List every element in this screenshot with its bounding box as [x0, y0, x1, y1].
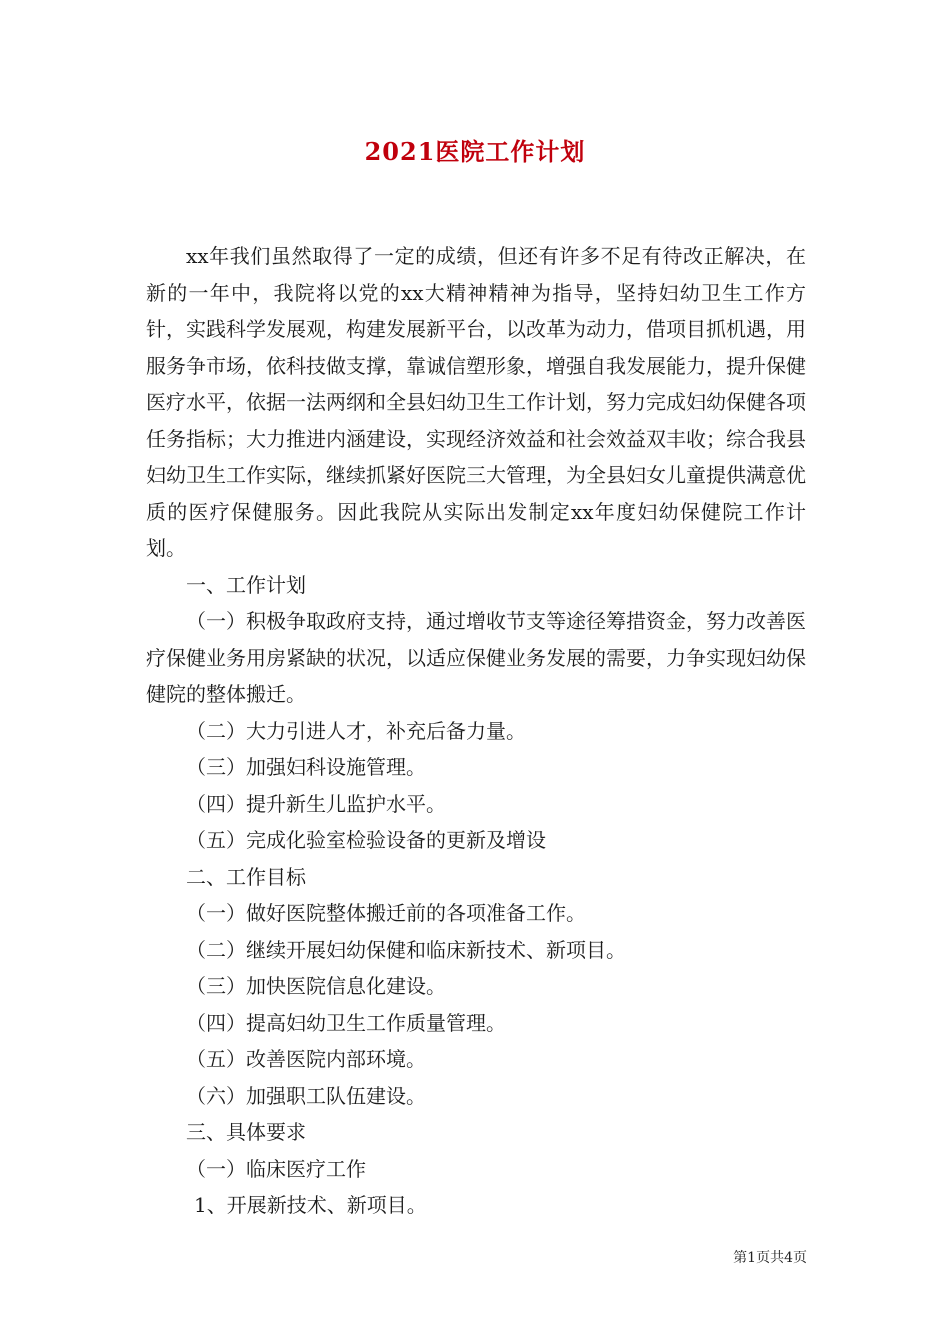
plan-item-4: （四）提升新生儿监护水平。: [186, 791, 446, 816]
page-number-footer: 第1页共4页: [733, 1250, 807, 1266]
plan-item-1: （一）积极争取政府支持，通过增收节支等途径筹措资金，努力改善医疗保健业务用房紧缺的状况，以适应保健业务发展的需要，力争实现妇幼保健院的整体搬迁。: [146, 609, 806, 706]
plan-item-5: （五）完成化验室检验设备的更新及增设: [186, 828, 546, 852]
requirement-subitem-1: 1、开展新技术、新项目。: [194, 1193, 427, 1217]
goal-item-4: （四）提高妇幼卫生工作质量管理。: [186, 1010, 506, 1035]
goal-item-6: （六）加强职工队伍建设。: [186, 1083, 426, 1108]
section-heading-work-plan: 一、工作计划: [186, 572, 306, 597]
requirement-item-1: （一）临床医疗工作: [186, 1156, 366, 1181]
goal-item-5: （五）改善医院内部环境。: [186, 1047, 426, 1071]
section-heading-work-goals: 二、工作目标: [186, 864, 306, 889]
document-body: [146, 238, 806, 1224]
goal-item-2: （二）继续开展妇幼保健和临床新技术、新项目。: [186, 937, 626, 962]
section-heading-requirements: 三、具体要求: [186, 1120, 306, 1144]
document-title: 2021医院工作计划: [364, 137, 586, 166]
intro-paragraph: xx年我们虽然取得了一定的成绩，但还有许多不足有待改正解决，在新的一年中，我院将以党的xx大精神精神为指导，坚持妇幼卫生工作方针，实践科学发展观，构建发展新平台，以改革为动力，借项目抓机遇，用服务争市场，依科技做支撑，靠诚信塑形象，增强自我发展能力，提升保健医疗水平，依据一法两纲和全县妇幼卫生工作计划，努力完成妇幼保健各项任务指标；大力推进内涵建设，实现经济效益和社会效益双丰收；综合我县妇幼卫生工作实际，继续抓紧好医院三大管理，为全县妇女儿童提供满意优质的医疗保健服务。因此我院从实际出发制定xx年度妇幼保健院工作计划。: [146, 244, 806, 560]
goal-item-1: （一）做好医院整体搬迁前的各项准备工作。: [186, 901, 586, 925]
plan-item-3: （三）加强妇科设施管理。: [186, 755, 426, 779]
plan-item-2: （二）大力引进人才，补充后备力量。: [186, 718, 526, 743]
goal-item-3: （三）加快医院信息化建设。: [186, 974, 446, 998]
